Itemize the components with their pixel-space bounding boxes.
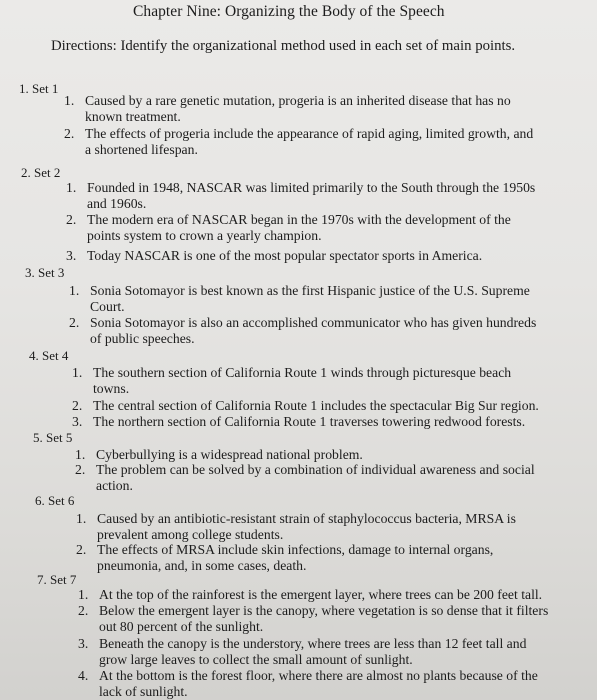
item-text-line: Caused by an antibiotic-resistant strain of staphylococcus bacteria, MRSA is [97, 511, 516, 526]
item-text-line: Sonia Sotomayor is also an accomplished communicator who has given hundreds [90, 315, 537, 330]
item-text-line: The northern section of California Route 1 traverses towering redwood forests. [93, 414, 526, 429]
item-number: 1. [69, 283, 80, 298]
directions-text: Directions: Identify the organizational method used in each set of main points. [51, 38, 516, 54]
item-number: 2. [64, 126, 75, 141]
page-title: Chapter Nine: Organizing the Body of the Speech [133, 3, 445, 20]
item-text-line: The modern era of NASCAR began in the 1970s with the development of the [87, 212, 511, 227]
item-number: 4. [78, 668, 89, 683]
item-number: 2. [76, 542, 87, 557]
item-text-line: towns. [93, 381, 130, 396]
set-label: 6. Set 6 [35, 493, 75, 508]
item-text-line: Beneath the canopy is the understory, where trees are less than 12 feet tall and [99, 636, 527, 651]
item-number: 3. [78, 636, 89, 651]
item-text-line: Cyberbullying is a widespread national problem. [96, 447, 363, 462]
item-text-line: lack of sunlight. [99, 684, 188, 699]
set-label: 1. Set 1 [19, 81, 59, 96]
item-text-line: The effects of MRSA include skin infections, damage to internal organs, [97, 542, 494, 557]
item-number: 1. [75, 447, 86, 462]
item-text-line: grow large leaves to collect the small amount of sunlight. [99, 652, 413, 667]
item-text-line: and 1960s. [87, 196, 147, 211]
item-text-line: The effects of progeria include the appearance of rapid aging, limited growth, and [85, 126, 534, 141]
item-number: 3. [72, 414, 83, 429]
item-number: 2. [78, 603, 89, 618]
item-number: 3. [66, 248, 77, 263]
item-number: 2. [69, 315, 80, 330]
item-text-line: Today NASCAR is one of the most popular spectator sports in America. [87, 248, 483, 263]
item-number: 2. [75, 462, 86, 477]
item-text-line: At the top of the rainforest is the emergent layer, where trees can be 200 feet tall. [99, 587, 543, 602]
item-text-line: The problem can be solved by a combination of individual awareness and social [96, 462, 535, 477]
set-label: 4. Set 4 [29, 348, 69, 363]
item-number: 1. [78, 587, 89, 602]
item-text-line: prevalent among college students. [97, 527, 284, 542]
item-text-line: points system to crown a yearly champion. [87, 228, 322, 243]
item-number: 2. [66, 212, 77, 227]
item-number: 1. [64, 93, 75, 108]
item-number: 1. [66, 180, 77, 195]
item-text-line: pneumonia, and, in some cases, death. [97, 558, 307, 573]
item-number: 1. [76, 511, 87, 526]
set-label: 5. Set 5 [33, 430, 73, 445]
item-text-line: Below the emergent layer is the canopy, where vegetation is so dense that it filters [99, 603, 549, 618]
set-label: 2. Set 2 [21, 165, 61, 180]
item-text-line: action. [96, 478, 133, 493]
item-text-line: a shortened lifespan. [85, 142, 198, 157]
item-number: 1. [72, 365, 83, 380]
item-text-line: Court. [90, 299, 125, 314]
item-text-line: Founded in 1948, NASCAR was limited primarily to the South through the 1950s [87, 180, 536, 195]
item-text-line: of public speeches. [90, 331, 195, 346]
item-text-line: At the bottom is the forest floor, where there are almost no plants because of the [99, 668, 538, 683]
item-number: 2. [72, 398, 83, 413]
set-label: 7. Set 7 [37, 572, 77, 587]
item-text-line: The southern section of California Route 1 winds through picturesque beach [93, 365, 512, 380]
set-label: 3. Set 3 [25, 265, 65, 280]
item-text-line: out 80 percent of the sunlight. [99, 619, 264, 634]
item-text-line: The central section of California Route 1 includes the spectacular Big Sur region. [93, 398, 539, 413]
item-text-line: known treatment. [85, 109, 181, 124]
item-text-line: Caused by a rare genetic mutation, progeria is an inherited disease that has no [85, 93, 511, 108]
item-text-line: Sonia Sotomayor is best known as the first Hispanic justice of the U.S. Supreme [90, 283, 530, 298]
